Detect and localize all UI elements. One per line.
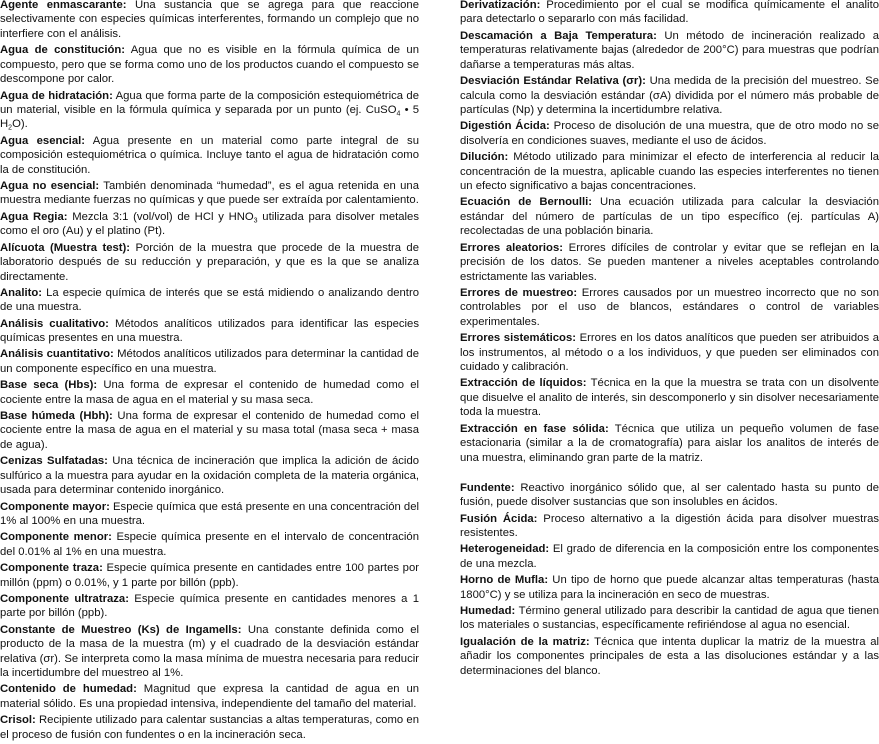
glossary-entry <box>0 89 419 132</box>
glossary-definition-cont: O). <box>12 118 28 131</box>
glossary-entry <box>0 378 419 407</box>
glossary-definition: Una medida de la precisión del muestreo. Se calcula como la desviación estándar (σA) dividida por el número más probable de partículas (Np) y determina la incertidumbre relativa. <box>460 75 879 116</box>
glossary-term: Componente mayor: <box>0 500 110 513</box>
glossary-term: Fundente: <box>460 481 515 494</box>
glossary-term: Agua de hidratación: <box>0 89 113 102</box>
glossary-entry <box>460 512 879 541</box>
glossary-term: Descamación a Baja Temperatura: <box>460 29 657 42</box>
glossary-definition: Una sustancia que se agrega para que reaccione selectivamente con especies químicas interferentes, formando un complejo que no interfiere con el análisis. <box>0 0 419 40</box>
glossary-entry <box>0 713 419 742</box>
glossary-term: Constante de Muestreo (Ks) de Ingamells: <box>0 623 242 636</box>
glossary-term: Agua Regia: <box>0 210 68 223</box>
glossary-definition: Errores causados por un muestreo incorrecto que no son controlables por el uso de blancos, estándares o control de variables experimentales. <box>460 286 879 328</box>
glossary-entry <box>460 29 879 72</box>
glossary-term: Agua esencial: <box>0 134 85 147</box>
glossary-definition: También denominada “humedad”, es el agua retenida en una muestra mediante fuerzas no químicas y que puede ser extraída por calentamiento. <box>0 180 419 207</box>
glossary-term: Dilución: <box>460 151 509 164</box>
glossary-entry <box>0 317 419 346</box>
glossary-term: Componente ultratraza: <box>0 592 129 605</box>
glossary-definition: Mezcla 3:1 (vol/vol) de HCl y HNO <box>67 210 254 223</box>
glossary-term: Componente traza: <box>0 562 103 575</box>
glossary-term: Análisis cuantitativo: <box>0 348 114 361</box>
glossary-definition: Agua presente en un material como parte integral de su composición estequiométrica o química. Incluye tanto el agua de hidratación como la de constitución. <box>0 134 419 176</box>
glossary-entry <box>460 74 879 117</box>
glossary-entry <box>460 241 879 284</box>
glossary-definition: Una forma de expresar el contenido de humedad como el cociente entre la masa de agua en el material y su masa seca. <box>0 379 419 406</box>
glossary-entry <box>460 481 879 510</box>
glossary-definition: Especie química presente en cantidades entre 100 partes por millón (ppm) o 0.01%, y 1 parte por billón (ppb). <box>0 562 419 589</box>
glossary-entry <box>460 195 879 238</box>
glossary-definition: Porción de la muestra que procede de la muestra de laboratorio después de su reducción y preparación, y que es la que se analiza directamente. <box>0 241 419 283</box>
glossary-definition: El grado de diferencia en la composición entre los componentes de una mezcla. <box>460 543 879 570</box>
glossary-term: Base seca (Hbs): <box>0 379 98 392</box>
chemical-subscript: 3 <box>253 217 258 225</box>
glossary-entry <box>0 179 419 208</box>
glossary-term: Cenizas Sulfatadas: <box>0 455 108 468</box>
glossary-entry <box>460 376 879 419</box>
glossary-definition-cont: utilizada para disolver metales como el oro (Au) y el platino (Pt). <box>0 210 419 238</box>
section-gap <box>460 467 879 481</box>
glossary-term: Igualación de la matriz: <box>460 635 590 648</box>
glossary-entry <box>0 241 419 284</box>
glossary-definition: Una ecuación utilizada para calcular la desviación estándar del número de partículas de un tipo específico (ej. partículas A) recolectadas de una población binaria. <box>460 196 879 238</box>
glossary-term: Componente menor: <box>0 531 112 544</box>
glossary-definition: Recipiente utilizado para calentar sustancias a altas temperaturas, como en el proceso de fusión con fundentes o en la incineración seca. <box>0 714 419 741</box>
chemical-subscript: 2 <box>8 124 13 132</box>
glossary-definition: Errores difíciles de controlar y evitar que se reflejan en la precisión de los datos. Se pueden mantener a niveles aceptables controlando estrictamente las variables. <box>460 241 879 283</box>
glossary-definition: Especie química presente en el intervalo de concentración del 0.01% al 1% en una muestra. <box>0 531 420 558</box>
glossary-definition: Magnitud que expresa la cantidad de agua en un material sólido. Es una propiedad intensiva, independiente del tamaño del material. <box>0 683 420 710</box>
glossary-term: Errores aleatorios: <box>460 241 563 254</box>
glossary-entry <box>0 561 419 590</box>
glossary-term: Errores sistemáticos: <box>460 332 577 345</box>
glossary-definition: Métodos analíticos utilizados para determinar la cantidad de un componente específico en una muestra. <box>0 348 419 375</box>
glossary-definition: Una forma de expresar el contenido de humedad como el cociente entre la masa de agua en el material y su masa total (masa seca + masa de agua). <box>0 410 419 451</box>
glossary-term: Agua no esencial: <box>0 180 100 192</box>
glossary-term: Extracción de líquidos: <box>460 377 587 390</box>
glossary-entry <box>0 454 419 497</box>
glossary-entry <box>460 0 879 27</box>
glossary-definition-cont: • 5 H <box>0 103 419 131</box>
chemical-subscript: 4 <box>396 110 401 118</box>
glossary-term: Base húmeda (Hbh): <box>0 410 113 423</box>
glossary-entry <box>0 0 419 41</box>
glossary-entry <box>0 500 419 529</box>
glossary-term: Ecuación de Bernoulli: <box>460 196 593 209</box>
glossary-entry <box>0 347 419 376</box>
glossary-definition: La especie química de interés que se está midiendo o analizando dentro de una muestra. <box>0 286 419 314</box>
glossary-definition: Especie química presente en cantidades menores a 1 parte por billón (ppb). <box>0 592 419 620</box>
glossary-term: Analito: <box>0 286 43 299</box>
glossary-definition: Método utilizado para minimizar el efecto de interferencia al reducir la concentración de la muestra, aplicable cuando las especies interferentes no tienen un efecto significativo a bajas concentraciones. <box>460 151 879 192</box>
glossary-term: Análisis cualitativo: <box>0 317 109 330</box>
glossary-entry <box>460 542 879 571</box>
glossary-entry <box>0 210 419 239</box>
glossary-entry <box>0 43 419 86</box>
glossary-definition: Métodos analíticos utilizados para identificar las especies químicas presentes en una muestra. <box>0 317 419 345</box>
glossary-entry <box>460 119 879 148</box>
glossary-term: Agua de constitución: <box>0 44 126 57</box>
glossary-term: Fusión Ácida: <box>460 512 538 525</box>
glossary-term: Desviación Estándar Relativa (σr): <box>460 75 646 88</box>
glossary-term: Extracción en fase sólida: <box>460 422 609 435</box>
glossary-entry <box>460 573 879 602</box>
glossary-term: Errores de muestreo: <box>460 286 578 299</box>
glossary-definition: Reactivo inorgánico sólido que, al ser calentado hasta su punto de fusión, puede disolver sustancias que son insolubles en ácidos. <box>460 481 879 509</box>
glossary-term: Horno de Mufla: <box>460 574 549 587</box>
glossary-term: Crisol: <box>0 714 36 727</box>
glossary-term: Contenido de humedad: <box>0 683 137 696</box>
glossary-entry <box>0 530 419 559</box>
glossary-term: Alícuota (Muestra test): <box>0 241 131 254</box>
glossary-term: Humedad: <box>460 605 516 618</box>
glossary-definition: Técnica en la que la muestra se trata con un disolvente que disuelve el analito de interés, sin descomponerlo y sin disolver necesariamente toda la muestra. <box>460 377 879 419</box>
glossary-definition: Especie química que está presente en una concentración del 1% al 100% en una muestra. <box>0 500 419 527</box>
glossary-entry <box>460 604 879 633</box>
glossary-definition: Un tipo de horno que puede alcanzar altas temperaturas (hasta 1800°C) y se utiliza para la incineración en seco de muestras. <box>460 574 879 601</box>
glossary-term: Derivatización: <box>460 0 541 11</box>
glossary-definition: Agua que forma parte de la composición estequiométrica de un material, visible en la fórmula química y separada por un punto (ej. CuSO <box>0 89 419 116</box>
glossary-definition: Proceso de disolución de una muestra, que de otro modo no se disolvería en condiciones suaves, mediante el uso de ácidos. <box>460 120 879 147</box>
glossary-column-right <box>460 0 879 680</box>
glossary-entry <box>460 635 879 678</box>
glossary-definition: Término general utilizado para describir la cantidad de agua que tienen los materiales o sustancias, específicamente refiriéndose al agua no esencial. <box>460 605 879 632</box>
glossary-column-left <box>0 0 419 744</box>
glossary-entry <box>0 592 419 621</box>
glossary-definition: Una constante definida como el producto de la masa de la muestra (m) y el cuadrado de la desviación estándar relativa (σr). Se interpreta como la masa mínima de muestra necesaria para reducir la incertidumbre del muestreo al 1%. <box>0 623 419 680</box>
glossary-definition: Proceso alternativo a la digestión ácida para disolver muestras resistentes. <box>460 512 879 540</box>
glossary-entry <box>460 422 879 465</box>
glossary-term: Agente enmascarante: <box>0 0 127 11</box>
glossary-definition: Errores en los datos analíticos que pueden ser atribuidos a los instrumentos, al método o a los individuos, y que pueden ser eliminados con cuidado y calibración. <box>460 332 879 373</box>
glossary-entry <box>460 150 879 193</box>
glossary-definition: Agua que no es visible en la fórmula química de un compuesto, pero que se forma como uno de los productos cuando el compuesto se descompone por calor. <box>0 44 419 86</box>
glossary-entry <box>460 286 879 329</box>
glossary-entry <box>0 409 419 452</box>
glossary-term: Heterogeneidad: <box>460 543 550 556</box>
glossary-definition: Una técnica de incineración que implica la adición de ácido sulfúrico a la muestra para ayudar en la oxidación completa de la materia orgánica, usada para determinar contenido inorgánico. <box>0 455 420 497</box>
glossary-term: Digestión Ácida: <box>460 120 550 133</box>
glossary-definition: Un método de incineración realizado a temperaturas relativamente bajas (alrededor de 200°C) para muestras que podrían dañarse a temperaturas más altas. <box>460 29 879 71</box>
glossary-entry <box>0 134 419 177</box>
glossary-entry <box>0 286 419 315</box>
glossary-definition: Técnica que intenta duplicar la matriz de la muestra al añadir los componentes principales de esta a las disoluciones estándar y a las determinaciones del blanco. <box>460 635 879 677</box>
glossary-definition: Técnica que utiliza un pequeño volumen de fase estacionaria (similar a la de cromatografía) para aislar los analitos de interés de una muestra, eliminando gran parte de la matriz. <box>460 422 879 464</box>
glossary-definition: Procedimiento por el cual se modifica químicamente el analito para detectarlo o separarlo con más facilidad. <box>460 0 879 26</box>
glossary-entry <box>460 331 879 374</box>
glossary-entry <box>0 682 419 711</box>
